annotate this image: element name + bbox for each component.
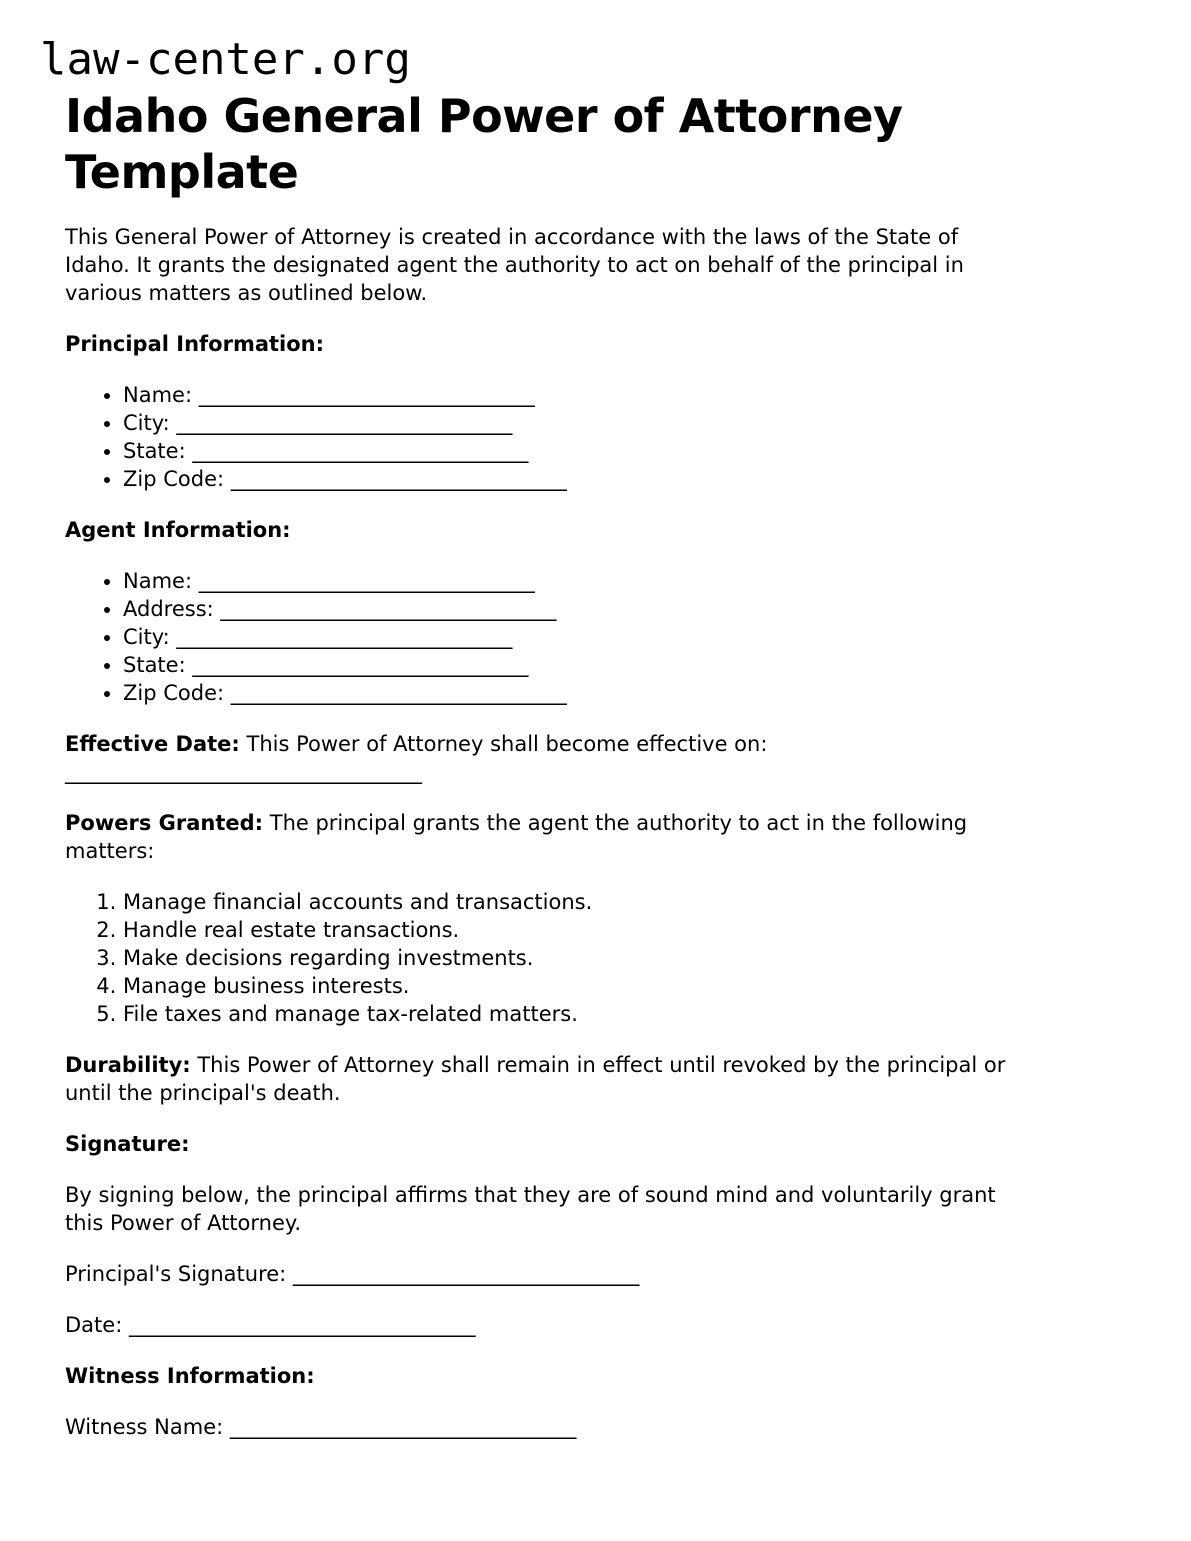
powers-list — [65, 888, 1126, 1028]
list-item-principal-name: • Name: ________________________________ — [123, 381, 1126, 409]
powers-granted-line-2: matters: — [65, 839, 155, 863]
witness-name-line: Witness Name: _________________________________ — [65, 1415, 577, 1439]
durability-line-2: until the principal's death. — [65, 1081, 341, 1105]
effective-date-line — [65, 730, 1126, 758]
page-title-line-2: Template — [65, 145, 299, 199]
signature-heading-text: Signature: — [65, 1132, 190, 1156]
list-item-agent-state: • State: ________________________________ — [123, 651, 1126, 679]
effective-date-blank-line: __________________________________ — [65, 760, 422, 784]
witness-information-heading-text: Witness Information: — [65, 1364, 315, 1388]
section-heading-witness-information — [65, 1362, 1126, 1390]
intro-paragraph — [65, 223, 1126, 307]
list-item-power-financial: 1. Manage financial accounts and transactions. — [123, 888, 1126, 916]
effective-date-text: This Power of Attorney shall become effective on: — [239, 732, 768, 756]
agent-info-list — [65, 567, 1126, 707]
signing-affirmation-line-2: this Power of Attorney. — [65, 1211, 301, 1235]
durability-paragraph — [65, 1051, 1126, 1107]
site-logo-text: law-center.org — [40, 34, 411, 85]
effective-date-paragraph — [65, 730, 1126, 786]
intro-line: various matters as outlined below. — [65, 281, 428, 305]
powers-granted-line — [65, 809, 1126, 837]
section-heading-principal-information — [65, 330, 1126, 358]
list-item-agent-address: • Address: ________________________________ — [123, 595, 1126, 623]
list-item-agent-city: • City: ________________________________ — [123, 623, 1126, 651]
date-line: Date: _________________________________ — [65, 1313, 476, 1337]
powers-granted-label: Powers Granted: — [65, 811, 264, 835]
intro-line: Idaho. It grants the designated agent the authority to act on behalf of the principal in — [65, 253, 964, 277]
durability-label: Durability: — [65, 1053, 191, 1077]
principal-signature-line: Principal's Signature: _________________________________ — [65, 1262, 640, 1286]
list-item-agent-zip: • Zip Code: ________________________________ — [123, 679, 1126, 707]
list-item-power-real-estate: 2. Handle real estate transactions. — [123, 916, 1126, 944]
principal-information-heading-text: Principal Information: — [65, 332, 325, 356]
powers-granted-paragraph — [65, 809, 1126, 865]
list-item-principal-state: • State: ________________________________ — [123, 437, 1126, 465]
durability-text: This Power of Attorney shall remain in effect until revoked by the principal or — [190, 1053, 1006, 1077]
list-item-principal-zip: • Zip Code: ________________________________ — [123, 465, 1126, 493]
powers-granted-text: The principal grants the agent the authority to act in the following — [263, 811, 968, 835]
signing-affirmation-line: By signing below, the principal affirms that they are of sound mind and voluntarily grant — [65, 1183, 996, 1207]
section-heading-agent-information — [65, 516, 1126, 544]
signing-affirmation-paragraph — [65, 1181, 1126, 1237]
page-title-line-1: Idaho General Power of Attorney — [65, 89, 903, 143]
section-heading-signature — [65, 1130, 1126, 1158]
list-item-power-business: 4. Manage business interests. — [123, 972, 1126, 1000]
page-title — [65, 88, 1126, 200]
list-item-power-taxes: 5. File taxes and manage tax-related matters. — [123, 1000, 1126, 1028]
list-item-power-investments: 3. Make decisions regarding investments. — [123, 944, 1126, 972]
list-item-principal-city: • City: ________________________________ — [123, 409, 1126, 437]
principal-info-list — [65, 381, 1126, 493]
durability-line — [65, 1051, 1126, 1079]
list-item-agent-name: • Name: ________________________________ — [123, 567, 1126, 595]
intro-line: This General Power of Attorney is created in accordance with the laws of the State of — [65, 225, 959, 249]
agent-information-heading-text: Agent Information: — [65, 518, 291, 542]
effective-date-label: Effective Date: — [65, 732, 240, 756]
